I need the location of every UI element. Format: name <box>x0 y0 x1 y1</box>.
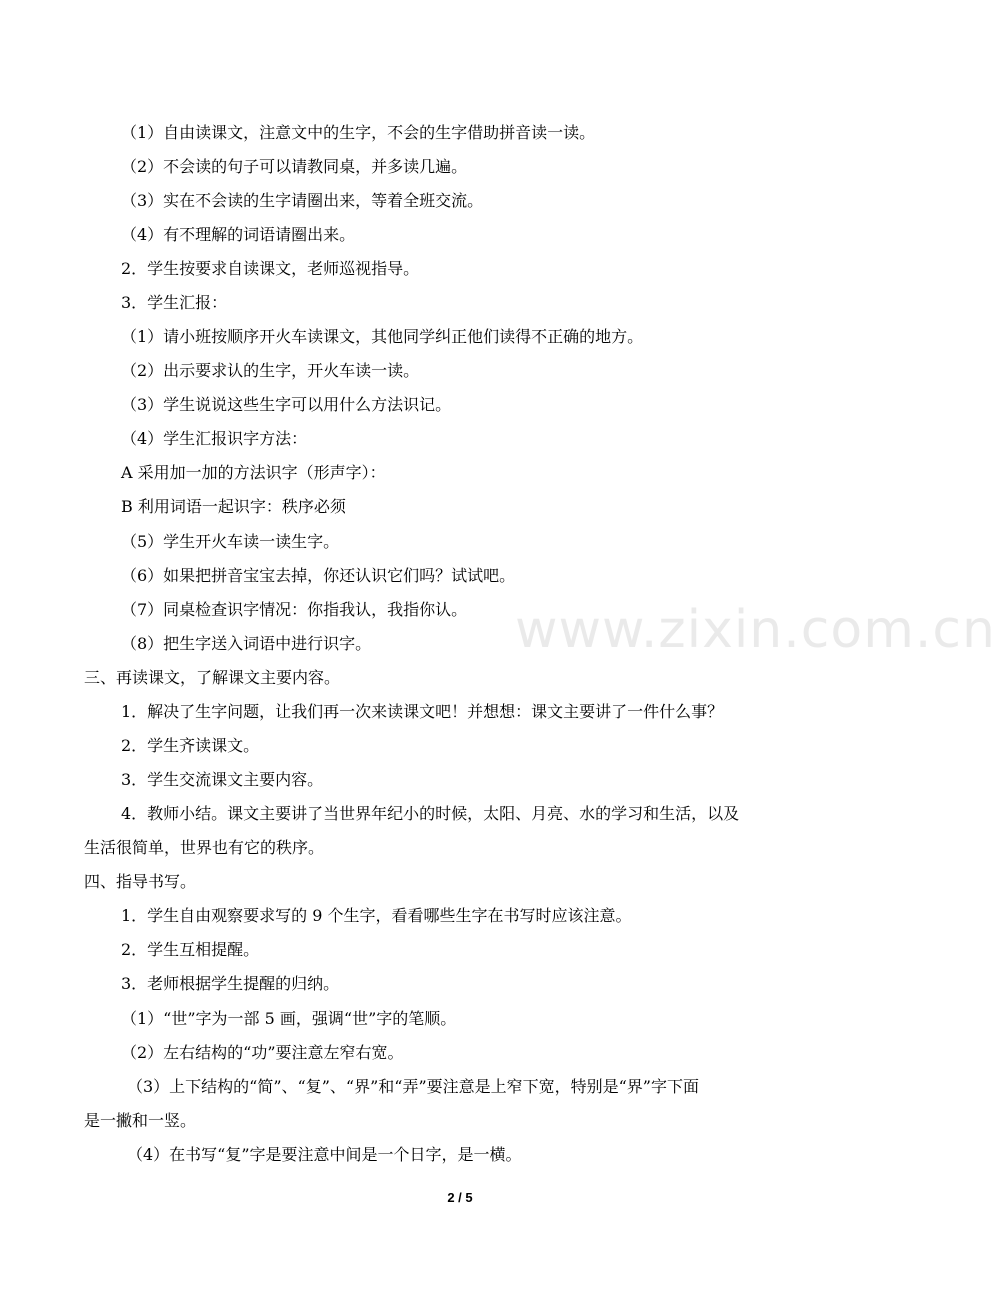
text-line: （1）请小班按顺序开火车读课文，其他同学纠正他们读得不正确的地方。 <box>121 327 644 346</box>
text-line: 2．学生按要求自读课文，老师巡视指导。 <box>121 259 420 278</box>
text-line: （3）上下结构的“简”、“复”、“界”和“弄”要注意是上窄下宽，特别是“界”字下面 <box>127 1077 699 1096</box>
text-line: 4．教师小结。课文主要讲了当世界年纪小的时候，太阳、月亮、水的学习和生活，以及 <box>121 804 740 823</box>
text-line: （3）实在不会读的生字请圈出来，等着全班交流。 <box>121 191 484 210</box>
text-line: 1．学生自由观察要求写的 9 个生字，看看哪些生字在书写时应该注意。 <box>121 906 632 925</box>
text-line: B 利用词语一起识字：秩序必须 <box>121 497 346 516</box>
text-line: 3．老师根据学生提醒的归纳。 <box>121 974 340 993</box>
text-line: 2．学生互相提醒。 <box>121 940 260 959</box>
text-line: 3．学生交流课文主要内容。 <box>121 770 324 789</box>
text-line: 生活很简单，世界也有它的秩序。 <box>84 838 325 857</box>
text-line: 是一撇和一竖。 <box>84 1111 197 1130</box>
text-line: 1．解决了生字问题，让我们再一次来读课文吧！并想想：课文主要讲了一件什么事？ <box>121 702 724 721</box>
text-line: （4）在书写“复”字是要注意中间是一个日字，是一横。 <box>127 1145 522 1164</box>
text-line: （6）如果把拼音宝宝去掉，你还认识它们吗？试试吧。 <box>121 566 516 585</box>
text-line: （1）“世”字为一部 5 画，强调“世”字的笔顺。 <box>121 1009 457 1028</box>
page-number: 2 / 5 <box>447 1190 473 1205</box>
text-line: 2．学生齐读课文。 <box>121 736 260 755</box>
text-line: （3）学生说说这些生字可以用什么方法识记。 <box>121 395 452 414</box>
text-line: 3．学生汇报： <box>121 293 228 312</box>
section-heading: 四、指导书写。 <box>84 872 197 891</box>
watermark: www.zixin.com.cn <box>515 600 996 660</box>
text-line: （5）学生开火车读一读生字。 <box>121 532 340 551</box>
text-line: （2）不会读的句子可以请教同桌，并多读几遍。 <box>121 157 468 176</box>
section-heading: 三、再读课文，了解课文主要内容。 <box>84 668 341 687</box>
text-line: （4）有不理解的词语请圈出来。 <box>121 225 356 244</box>
text-line: （7）同桌检查识字情况：你指我认，我指你认。 <box>121 600 468 619</box>
text-line: （8）把生字送入词语中进行识字。 <box>121 634 372 653</box>
text-line: （2）出示要求认的生字，开火车读一读。 <box>121 361 420 380</box>
text-line: （1）自由读课文，注意文中的生字，不会的生字借助拼音读一读。 <box>121 123 596 142</box>
text-line: A 采用加一加的方法识字（形声字）： <box>121 463 386 482</box>
text-line: （4）学生汇报识字方法： <box>121 429 308 448</box>
text-line: （2）左右结构的“功”要注意左窄右宽。 <box>121 1043 404 1062</box>
